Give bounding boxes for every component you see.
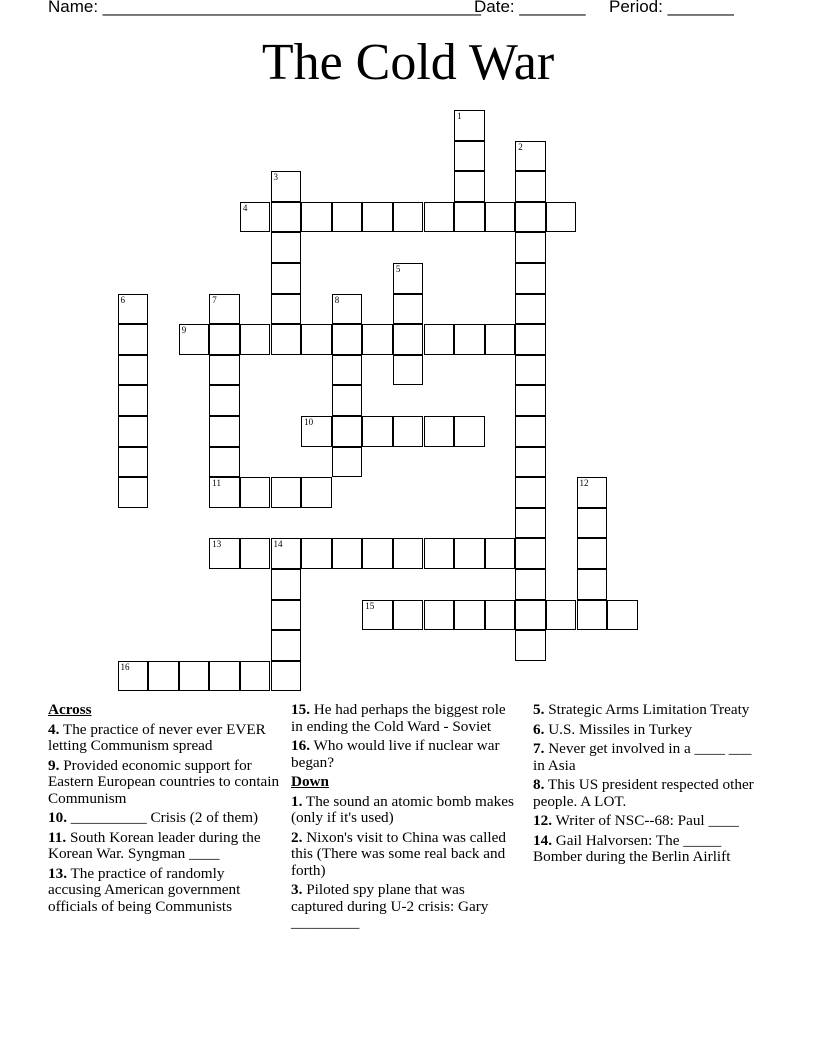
crossword-cell[interactable] bbox=[240, 477, 271, 508]
crossword-cell[interactable] bbox=[209, 477, 240, 508]
clue-number: 2 bbox=[518, 141, 523, 152]
clue-number: 14 bbox=[273, 539, 283, 550]
crossword-cell[interactable] bbox=[271, 661, 302, 692]
crossword-cell[interactable] bbox=[424, 202, 455, 233]
crossword-cell[interactable] bbox=[362, 538, 393, 569]
crossword-cell[interactable] bbox=[546, 600, 577, 631]
crossword-cell[interactable] bbox=[301, 202, 332, 233]
name-field[interactable]: Name: ________________________________________ bbox=[48, 0, 481, 16]
crossword-cell[interactable] bbox=[332, 538, 363, 569]
clues-column-3 bbox=[533, 702, 761, 869]
crossword-cell[interactable] bbox=[515, 232, 546, 263]
crossword-cell[interactable] bbox=[393, 202, 424, 233]
down-clue: 3. Piloted spy plane that was captured during U-2 crisis: Gary _________ bbox=[291, 881, 489, 931]
crossword-cell[interactable] bbox=[271, 630, 302, 661]
page-title: The Cold War bbox=[261, 34, 555, 91]
crossword-cell[interactable] bbox=[271, 171, 302, 202]
crossword-cell[interactable] bbox=[148, 661, 179, 692]
across-clue: 9. Provided economic support for Eastern European countries to contain Communism bbox=[48, 756, 280, 807]
crossword-cell[interactable] bbox=[209, 324, 240, 355]
clue-number: 1 bbox=[457, 111, 462, 121]
down-clue: 6. U.S. Missiles in Turkey bbox=[533, 720, 693, 738]
clue-number: 9 bbox=[181, 325, 187, 336]
crossword-cell[interactable] bbox=[118, 416, 149, 447]
down-clue: 5. Strategic Arms Limitation Treaty bbox=[533, 701, 750, 718]
down-clue: 8. This US president respected other people. A LOT. bbox=[533, 776, 754, 810]
crossword-cell[interactable] bbox=[271, 202, 302, 233]
clue-number: 7 bbox=[212, 294, 217, 305]
crossword-cell[interactable] bbox=[424, 538, 455, 569]
crossword-cell[interactable] bbox=[454, 538, 485, 569]
crossword-cell[interactable] bbox=[362, 324, 393, 355]
crossword-cell[interactable] bbox=[209, 385, 240, 416]
crossword-cell[interactable] bbox=[454, 110, 485, 141]
down-clue: 1. The sound an atomic bomb makes (only if it's used) bbox=[291, 792, 514, 826]
crossword-cell[interactable] bbox=[209, 294, 240, 325]
crossword-cell[interactable] bbox=[424, 600, 455, 631]
crossword-cell[interactable] bbox=[301, 324, 332, 355]
clue-number: 10 bbox=[304, 417, 314, 427]
crossword-cell[interactable] bbox=[515, 416, 546, 447]
clue-number: 5 bbox=[395, 264, 401, 274]
across-heading: Across bbox=[48, 701, 92, 718]
crossword-cell[interactable] bbox=[179, 661, 210, 692]
crossword-cell[interactable] bbox=[240, 202, 271, 233]
crossword-cell[interactable] bbox=[271, 538, 302, 569]
crossword-cell[interactable] bbox=[393, 263, 424, 294]
crossword-cell[interactable] bbox=[332, 355, 363, 386]
crossword-cell[interactable] bbox=[209, 355, 240, 386]
crossword-cell[interactable] bbox=[332, 385, 363, 416]
across-clue: 4. The practice of never ever EVER letting Communism spread bbox=[48, 720, 266, 754]
down-clue: 2. Nixon's visit to China was called this (There was some real back and forth) bbox=[291, 828, 506, 879]
clue-number: 4 bbox=[242, 202, 248, 213]
down-clue: 14. Gail Halvorsen: The _____ Bomber during the Berlin Airlift bbox=[533, 831, 731, 865]
clue-number: 16 bbox=[120, 661, 130, 672]
crossword-cell[interactable] bbox=[332, 416, 363, 447]
clue-number: 3 bbox=[273, 172, 278, 183]
crossword-cell[interactable] bbox=[271, 324, 302, 355]
down-clue: 12. Writer of NSC--68: Paul ____ bbox=[533, 812, 739, 829]
down-clue: 7. Never get involved in a ____ ___ in Asia bbox=[533, 740, 752, 774]
crossword-cell[interactable] bbox=[485, 324, 516, 355]
crossword-cell[interactable] bbox=[209, 661, 240, 692]
clues-column-2 bbox=[291, 702, 519, 935]
crossword-cell[interactable] bbox=[577, 538, 608, 569]
crossword-cell[interactable] bbox=[393, 416, 424, 447]
crossword-cell[interactable] bbox=[271, 477, 302, 508]
crossword-cell[interactable] bbox=[118, 355, 149, 386]
across-clue: 10. __________ Crisis (2 of them) bbox=[48, 809, 259, 826]
crossword-cell[interactable] bbox=[393, 294, 424, 325]
crossword-cell[interactable] bbox=[485, 202, 516, 233]
clue-number: 11 bbox=[212, 478, 221, 489]
crossword-cell[interactable] bbox=[118, 477, 149, 508]
crossword-cell[interactable] bbox=[515, 294, 546, 325]
crossword-cell[interactable] bbox=[118, 661, 149, 692]
crossword-cell[interactable] bbox=[118, 385, 149, 416]
date-field[interactable]: Date: _______ bbox=[474, 0, 586, 16]
crossword-cell[interactable] bbox=[118, 324, 149, 355]
crossword-cell[interactable] bbox=[454, 141, 485, 172]
crossword-cell[interactable] bbox=[393, 538, 424, 569]
crossword-cell[interactable] bbox=[271, 294, 302, 325]
crossword-cell[interactable] bbox=[332, 324, 363, 355]
crossword-cell[interactable] bbox=[515, 324, 546, 355]
crossword-cell[interactable] bbox=[240, 324, 271, 355]
crossword-cell[interactable] bbox=[118, 294, 149, 325]
clues-column-1 bbox=[48, 702, 280, 918]
crossword-cell[interactable] bbox=[271, 232, 302, 263]
crossword-cell[interactable] bbox=[118, 447, 149, 478]
across-clue: 13. The practice of randomly accusing American government officials of being Communists bbox=[48, 864, 241, 915]
crossword-cell[interactable] bbox=[209, 538, 240, 569]
crossword-cell[interactable] bbox=[577, 508, 608, 539]
crossword-cell[interactable] bbox=[454, 202, 485, 233]
crossword-cell[interactable] bbox=[515, 538, 546, 569]
crossword-cell[interactable] bbox=[515, 202, 546, 233]
crossword-cell[interactable] bbox=[240, 661, 271, 692]
crossword-cell[interactable] bbox=[393, 355, 424, 386]
clue-number: 12 bbox=[579, 478, 589, 489]
clue-number: 6 bbox=[120, 294, 125, 305]
crossword-cell[interactable] bbox=[515, 385, 546, 416]
across-clue: 16. Who would live if nuclear war began? bbox=[291, 737, 500, 771]
crossword-cell[interactable] bbox=[362, 600, 393, 631]
crossword-cell[interactable] bbox=[332, 294, 363, 325]
crossword-cell[interactable] bbox=[209, 447, 240, 478]
crossword-cell[interactable] bbox=[515, 477, 546, 508]
crossword-cell[interactable] bbox=[454, 324, 485, 355]
crossword-cell[interactable] bbox=[577, 477, 608, 508]
crossword-cell[interactable] bbox=[577, 569, 608, 600]
clue-number: 15 bbox=[365, 600, 375, 611]
crossword-cell[interactable] bbox=[515, 171, 546, 202]
crossword-cell[interactable] bbox=[515, 569, 546, 600]
crossword-cell[interactable] bbox=[393, 324, 424, 355]
crossword-cell[interactable] bbox=[515, 355, 546, 386]
crossword-cell[interactable] bbox=[546, 202, 577, 233]
crossword-cell[interactable] bbox=[332, 202, 363, 233]
crossword-cell[interactable] bbox=[393, 600, 424, 631]
crossword-cell[interactable] bbox=[607, 600, 638, 631]
crossword-cell[interactable] bbox=[301, 477, 332, 508]
crossword-cell[interactable] bbox=[515, 263, 546, 294]
clue-number: 13 bbox=[212, 539, 222, 550]
crossword-cell[interactable] bbox=[424, 416, 455, 447]
crossword-cell[interactable] bbox=[454, 416, 485, 447]
crossword-cell[interactable] bbox=[454, 171, 485, 202]
crossword-cell[interactable] bbox=[424, 324, 455, 355]
crossword-cell[interactable] bbox=[485, 600, 516, 631]
crossword-cell[interactable] bbox=[362, 202, 393, 233]
crossword-cell[interactable] bbox=[271, 600, 302, 631]
crossword-cell[interactable] bbox=[515, 600, 546, 631]
down-heading: Down bbox=[291, 773, 329, 790]
crossword-cell[interactable] bbox=[271, 569, 302, 600]
crossword-cell[interactable] bbox=[577, 600, 608, 631]
crossword-cell[interactable] bbox=[301, 538, 332, 569]
crossword-cell[interactable] bbox=[179, 324, 210, 355]
across-clue: 15. He had perhaps the biggest role in ending the Cold Ward - Soviet bbox=[291, 701, 506, 735]
across-clue: 11. South Korean leader during the Korean War. Syngman ____ bbox=[48, 828, 261, 862]
crossword-cell[interactable] bbox=[515, 508, 546, 539]
crossword-cell[interactable] bbox=[454, 600, 485, 631]
crossword-cell[interactable] bbox=[515, 630, 546, 661]
crossword-cell[interactable] bbox=[240, 538, 271, 569]
crossword-cell[interactable] bbox=[485, 538, 516, 569]
crossword-cell[interactable] bbox=[301, 416, 332, 447]
crossword-cell[interactable] bbox=[362, 416, 393, 447]
crossword-cell[interactable] bbox=[209, 416, 240, 447]
clue-number: 8 bbox=[334, 294, 340, 305]
crossword-cell[interactable] bbox=[271, 263, 302, 294]
crossword-cell[interactable] bbox=[332, 447, 363, 478]
period-field[interactable]: Period: _______ bbox=[609, 0, 734, 16]
crossword-cell[interactable] bbox=[515, 447, 546, 478]
crossword-cell[interactable] bbox=[515, 141, 546, 172]
